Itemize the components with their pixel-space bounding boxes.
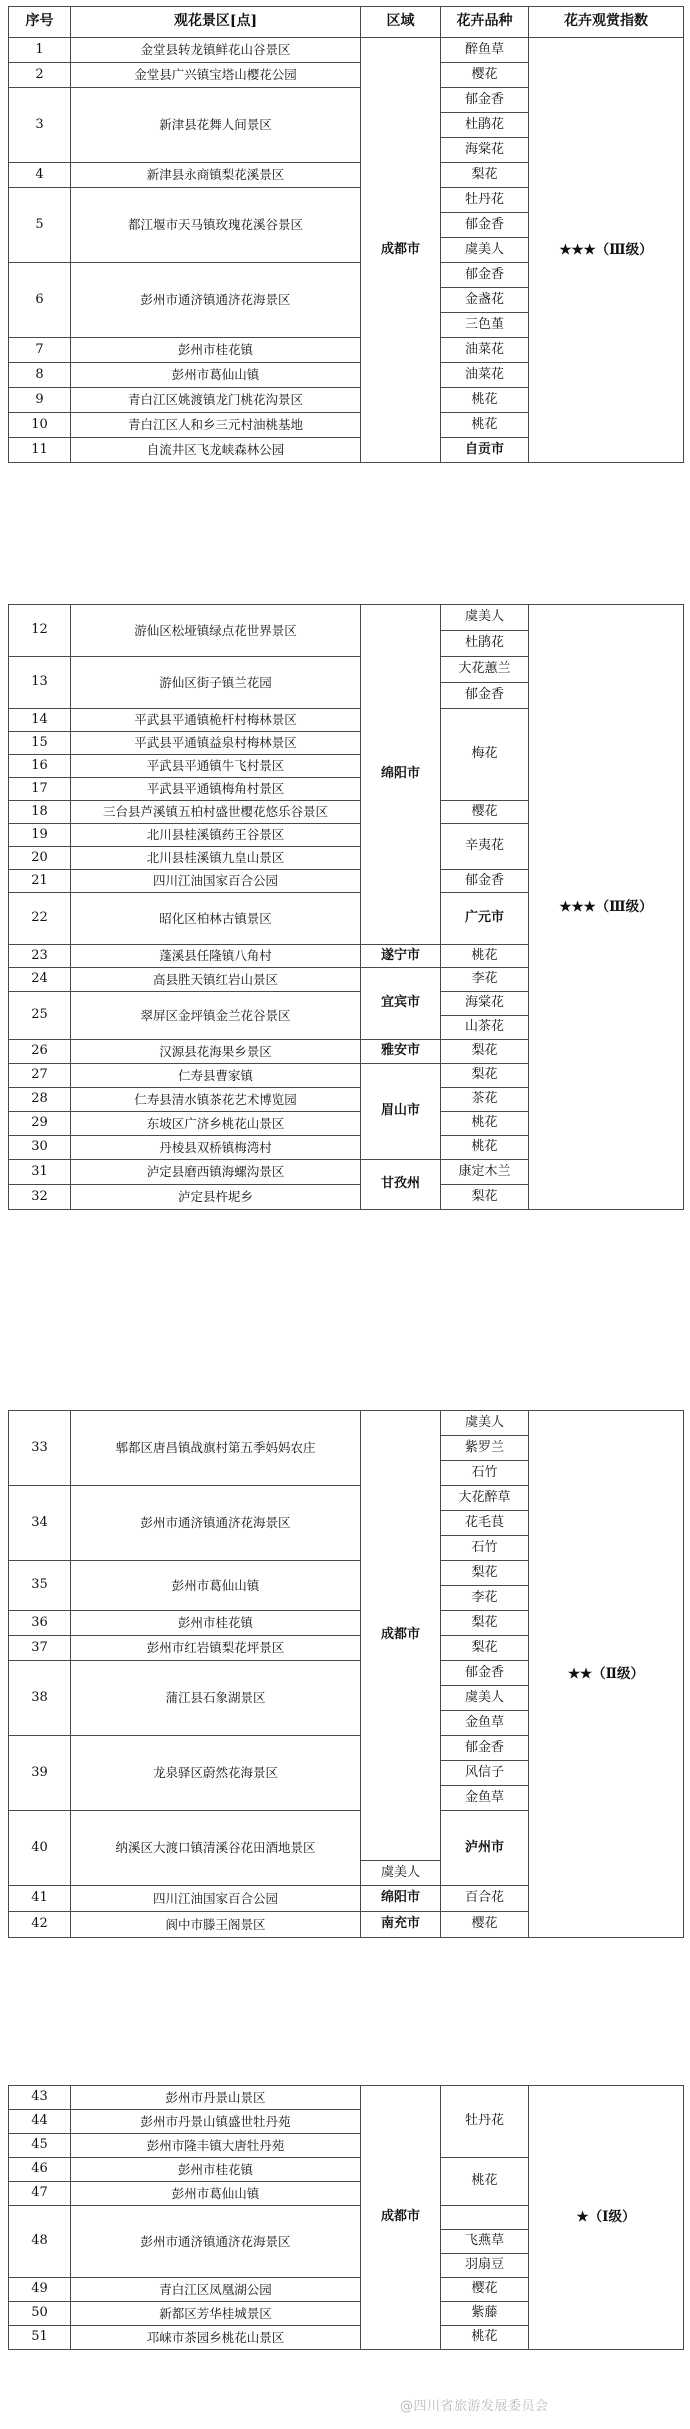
region-cell: 宜宾市 <box>361 968 441 1040</box>
flower-cell: 三色堇 <box>441 313 529 338</box>
row-spot: 游仙区松垭镇绿点花世界景区 <box>71 605 361 657</box>
flower-cell: 虞美人 <box>441 1411 529 1436</box>
flower-cell: 樱花 <box>441 63 529 88</box>
flower-cell: 梨花 <box>441 1185 529 1210</box>
row-spot: 金堂县转龙镇鲜花山谷景区 <box>71 38 361 63</box>
row-no: 45 <box>9 2134 71 2158</box>
flower-cell: 郁金香 <box>441 1736 529 1761</box>
row-no: 13 <box>9 657 71 709</box>
row-no: 35 <box>9 1561 71 1611</box>
flower-cell: 桃花 <box>441 1136 529 1160</box>
row-spot: 高县胜天镇红岩山景区 <box>71 968 361 992</box>
row-no: 6 <box>9 263 71 338</box>
watermark: @四川省旅游发展委员会 <box>400 2399 549 2414</box>
row-spot: 蓬溪县任隆镇八角村 <box>71 945 361 968</box>
row-spot: 蒲江县石象湖景区 <box>71 1661 361 1736</box>
row-spot: 三台县芦溪镇五柏村盛世樱花悠乐谷景区 <box>71 801 361 824</box>
flower-cell: 花毛茛 <box>441 1511 529 1536</box>
row-no: 47 <box>9 2182 71 2206</box>
row-spot: 彭州市桂花镇 <box>71 1611 361 1636</box>
row-no: 31 <box>9 1160 71 1185</box>
flower-cell: 大花醉草 <box>441 1486 529 1511</box>
flower-cell: 郁金香 <box>441 263 529 288</box>
flower-cell: 樱花 <box>441 1912 529 1938</box>
flower-cell: 康定木兰 <box>441 1160 529 1185</box>
region-cell: 自贡市 <box>441 438 529 463</box>
row-spot: 平武县平通镇牛飞村景区 <box>71 755 361 778</box>
header-row <box>9 7 684 38</box>
flower-blank <box>441 2206 529 2230</box>
flower-cell: 郁金香 <box>441 683 529 709</box>
row-spot: 昭化区柏林古镇景区 <box>71 893 361 945</box>
row-spot: 仁寿县清水镇茶花艺术博览园 <box>71 1088 361 1112</box>
region-cell: 遂宁市 <box>361 945 441 968</box>
row-spot: 自流井区飞龙峡森林公园 <box>71 438 361 463</box>
row-no: 15 <box>9 732 71 755</box>
header-index: 花卉观赏指数 <box>529 7 684 38</box>
row-no: 48 <box>9 2206 71 2278</box>
flower-cell: 金盏花 <box>441 288 529 313</box>
row-spot: 仁寿县曹家镇 <box>71 1064 361 1088</box>
header-no: 序号 <box>9 7 71 38</box>
row-spot: 北川县桂溪镇药王谷景区 <box>71 824 361 847</box>
flower-cell: 梨花 <box>441 1064 529 1088</box>
flower-cell: 辛夷花 <box>441 824 529 870</box>
row-spot: 彭州市葛仙山镇 <box>71 2182 361 2206</box>
table-row <box>9 2086 684 2110</box>
table-block-3 <box>8 1410 684 1938</box>
flower-cell: 金鱼草 <box>441 1786 529 1811</box>
row-spot: 纳溪区大渡口镇清溪谷花田酒地景区 <box>71 1811 361 1886</box>
row-no: 38 <box>9 1661 71 1736</box>
row-spot: 彭州市通济镇通济花海景区 <box>71 1486 361 1561</box>
table-block-2 <box>8 604 684 1210</box>
row-no: 27 <box>9 1064 71 1088</box>
flower-cell: 石竹 <box>441 1461 529 1486</box>
row-spot: 彭州市丹景山镇盛世牡丹苑 <box>71 2110 361 2134</box>
row-no: 50 <box>9 2302 71 2326</box>
row-spot: 平武县平通镇益泉村梅林景区 <box>71 732 361 755</box>
row-spot: 青白江区姚渡镇龙门桃花沟景区 <box>71 388 361 413</box>
row-spot: 平武县平通镇桅杆村梅林景区 <box>71 709 361 732</box>
flower-cell: 牡丹花 <box>441 2086 529 2158</box>
flower-cell: 杜鹃花 <box>441 631 529 657</box>
row-no: 7 <box>9 338 71 363</box>
flower-cell: 李花 <box>441 1586 529 1611</box>
row-spot: 都江堰市天马镇玫瑰花溪谷景区 <box>71 188 361 263</box>
row-no: 1 <box>9 38 71 63</box>
row-spot: 丹棱县双桥镇梅湾村 <box>71 1136 361 1160</box>
row-no: 26 <box>9 1040 71 1064</box>
row-spot: 翠屏区金坪镇金兰花谷景区 <box>71 992 361 1040</box>
flower-cell: 樱花 <box>441 801 529 824</box>
row-no: 21 <box>9 870 71 893</box>
row-no: 34 <box>9 1486 71 1561</box>
row-no: 44 <box>9 2110 71 2134</box>
flower-cell: 金鱼草 <box>441 1711 529 1736</box>
row-no: 11 <box>9 438 71 463</box>
row-no: 40 <box>9 1811 71 1886</box>
row-spot: 新都区芳华桂城景区 <box>71 2302 361 2326</box>
flower-cell: 桃花 <box>441 388 529 413</box>
flower-cell: 桃花 <box>441 2158 529 2206</box>
flower-cell: 郁金香 <box>441 1661 529 1686</box>
row-spot: 彭州市桂花镇 <box>71 2158 361 2182</box>
row-no: 37 <box>9 1636 71 1661</box>
index-cell: ★★（Ⅱ级） <box>529 1411 684 1938</box>
flower-cell: 梨花 <box>441 1636 529 1661</box>
region-cell: 甘孜州 <box>361 1160 441 1210</box>
row-no: 3 <box>9 88 71 163</box>
header-flower: 花卉品种 <box>441 7 529 38</box>
table-row <box>9 1411 684 1436</box>
row-spot: 彭州市红岩镇梨花坪景区 <box>71 1636 361 1661</box>
row-spot: 泸定县杵坭乡 <box>71 1185 361 1210</box>
row-no: 42 <box>9 1912 71 1938</box>
flower-cell: 百合花 <box>441 1886 529 1912</box>
flower-cell: 虞美人 <box>441 605 529 631</box>
row-no: 22 <box>9 893 71 945</box>
row-spot: 郫都区唐昌镇战旗村第五季妈妈农庄 <box>71 1411 361 1486</box>
row-no: 39 <box>9 1736 71 1811</box>
flower-cell: 桃花 <box>441 2326 529 2350</box>
row-spot: 青白江区凤凰湖公园 <box>71 2278 361 2302</box>
flower-cell: 梨花 <box>441 1611 529 1636</box>
flower-cell: 杜鹃花 <box>441 113 529 138</box>
row-no: 29 <box>9 1112 71 1136</box>
flower-cell: 海棠花 <box>441 138 529 163</box>
row-no: 36 <box>9 1611 71 1636</box>
header-spot: 观花景区[点] <box>71 7 361 38</box>
row-no: 43 <box>9 2086 71 2110</box>
flower-cell: 油菜花 <box>441 363 529 388</box>
flower-cell: 石竹 <box>441 1536 529 1561</box>
row-spot: 邛崃市茶园乡桃花山景区 <box>71 2326 361 2350</box>
row-spot: 平武县平通镇梅角村景区 <box>71 778 361 801</box>
row-no: 4 <box>9 163 71 188</box>
flower-cell: 山茶花 <box>441 1016 529 1040</box>
row-no: 32 <box>9 1185 71 1210</box>
flower-cell: 醉鱼草 <box>441 38 529 63</box>
row-no: 17 <box>9 778 71 801</box>
flower-cell: 郁金香 <box>441 213 529 238</box>
table-block-4 <box>8 2085 684 2350</box>
flower-cell: 风信子 <box>441 1761 529 1786</box>
row-no: 14 <box>9 709 71 732</box>
row-spot: 阆中市滕王阁景区 <box>71 1912 361 1938</box>
flower-cell: 桃花 <box>441 1112 529 1136</box>
flower-cell: 紫罗兰 <box>441 1436 529 1461</box>
row-no: 5 <box>9 188 71 263</box>
flower-cell: 桃花 <box>441 413 529 438</box>
row-spot: 北川县桂溪镇九皇山景区 <box>71 847 361 870</box>
row-no: 49 <box>9 2278 71 2302</box>
row-spot: 汉源县花海果乡景区 <box>71 1040 361 1064</box>
flower-cell: 郁金香 <box>441 870 529 893</box>
index-cell: ★★★（Ⅲ级） <box>529 38 684 463</box>
row-spot: 彭州市葛仙山镇 <box>71 1561 361 1611</box>
row-no: 24 <box>9 968 71 992</box>
row-spot: 彭州市通济镇通济花海景区 <box>71 2206 361 2278</box>
flower-cell: 梨花 <box>441 1561 529 1586</box>
row-spot: 青白江区人和乡三元村油桃基地 <box>71 413 361 438</box>
row-spot: 金堂县广兴镇宝塔山樱花公园 <box>71 63 361 88</box>
row-spot: 彭州市隆丰镇大唐牡丹苑 <box>71 2134 361 2158</box>
row-spot: 东坡区广济乡桃花山景区 <box>71 1112 361 1136</box>
region-cell: 成都市 <box>361 2086 441 2350</box>
row-no: 12 <box>9 605 71 657</box>
flower-cell: 梅花 <box>441 709 529 801</box>
row-no: 28 <box>9 1088 71 1112</box>
header-region: 区域 <box>361 7 441 38</box>
flower-cell: 郁金香 <box>441 88 529 113</box>
region-cell: 成都市 <box>361 1411 441 1861</box>
table-block-1 <box>8 6 684 463</box>
row-spot: 游仙区街子镇兰花园 <box>71 657 361 709</box>
row-spot: 彭州市桂花镇 <box>71 338 361 363</box>
row-spot: 彭州市丹景山景区 <box>71 2086 361 2110</box>
row-no: 19 <box>9 824 71 847</box>
flower-cell: 紫藤 <box>441 2302 529 2326</box>
row-spot: 新津县永商镇梨花溪景区 <box>71 163 361 188</box>
row-no: 20 <box>9 847 71 870</box>
row-spot: 彭州市通济镇通济花海景区 <box>71 263 361 338</box>
flower-cell: 虞美人 <box>441 238 529 263</box>
flower-cell: 牡丹花 <box>441 188 529 213</box>
region-cell: 雅安市 <box>361 1040 441 1064</box>
row-no: 51 <box>9 2326 71 2350</box>
region-cell: 绵阳市 <box>361 605 441 945</box>
row-no: 41 <box>9 1886 71 1912</box>
row-no: 23 <box>9 945 71 968</box>
table-row <box>9 38 684 63</box>
row-spot: 新津县花舞人间景区 <box>71 88 361 163</box>
row-spot: 龙泉驿区蔚然花海景区 <box>71 1736 361 1811</box>
region-cell: 眉山市 <box>361 1064 441 1160</box>
flower-cell: 梨花 <box>441 1040 529 1064</box>
region-cell: 南充市 <box>361 1912 441 1938</box>
region-cell: 泸州市 <box>441 1811 529 1886</box>
index-cell: ★★★（Ⅲ级） <box>529 605 684 1210</box>
row-no: 25 <box>9 992 71 1040</box>
row-no: 2 <box>9 63 71 88</box>
flower-cell: 大花蕙兰 <box>441 657 529 683</box>
row-no: 33 <box>9 1411 71 1486</box>
row-spot: 四川江油国家百合公园 <box>71 870 361 893</box>
flower-cell: 李花 <box>441 968 529 992</box>
row-no: 46 <box>9 2158 71 2182</box>
flower-cell: 茶花 <box>441 1088 529 1112</box>
flower-cell: 桃花 <box>441 945 529 968</box>
flower-cell: 梨花 <box>441 163 529 188</box>
row-no: 16 <box>9 755 71 778</box>
flower-cell: 虞美人 <box>361 1861 441 1886</box>
row-spot: 四川江油国家百合公园 <box>71 1886 361 1912</box>
region-cell: 绵阳市 <box>361 1886 441 1912</box>
flower-cell: 虞美人 <box>441 1686 529 1711</box>
region-cell: 广元市 <box>441 893 529 945</box>
flower-cell: 樱花 <box>441 2278 529 2302</box>
row-no: 18 <box>9 801 71 824</box>
row-no: 8 <box>9 363 71 388</box>
flower-cell: 海棠花 <box>441 992 529 1016</box>
row-no: 10 <box>9 413 71 438</box>
index-cell: ★（Ⅰ级） <box>529 2086 684 2350</box>
flower-cell: 油菜花 <box>441 338 529 363</box>
row-spot: 彭州市葛仙山镇 <box>71 363 361 388</box>
row-no: 9 <box>9 388 71 413</box>
region-cell: 成都市 <box>361 38 441 463</box>
flower-cell: 飞燕草 <box>441 2230 529 2254</box>
flower-cell: 羽扇豆 <box>441 2254 529 2278</box>
table-row <box>9 605 684 631</box>
row-spot: 泸定县磨西镇海螺沟景区 <box>71 1160 361 1185</box>
row-no: 30 <box>9 1136 71 1160</box>
